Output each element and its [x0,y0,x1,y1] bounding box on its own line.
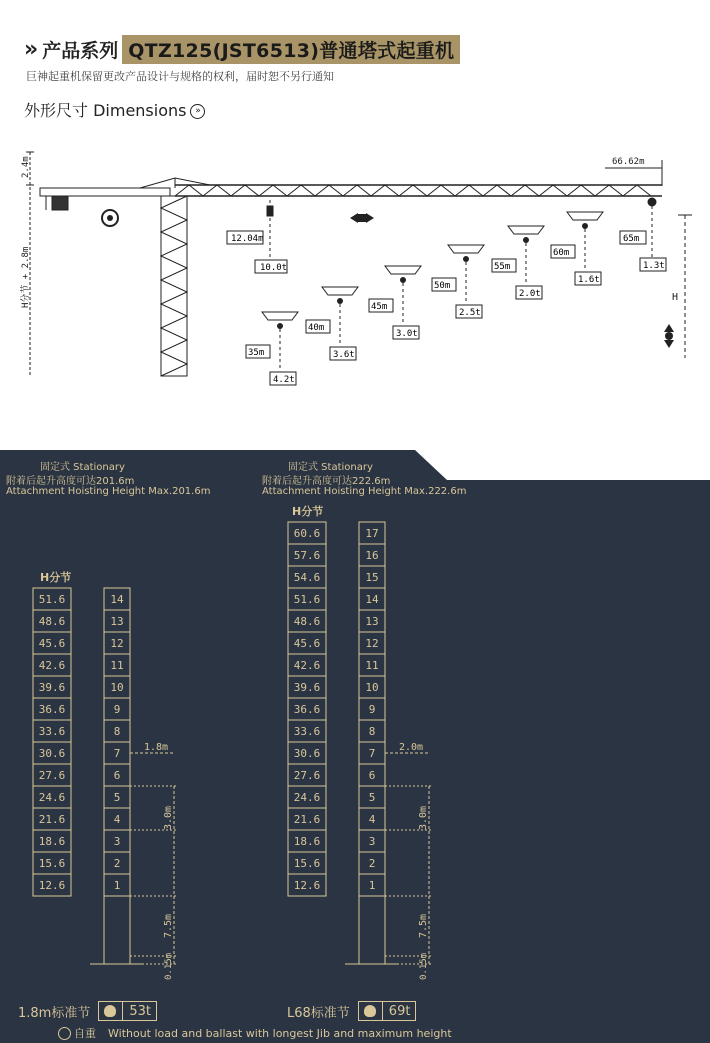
section-number: 4 [368,813,376,826]
trolley-left-arrow [350,213,358,223]
section-width-label: 2.0m [399,742,424,753]
load-label: 2.5t [459,308,481,318]
section-number: 1 [368,879,376,892]
section-height-label: 3.0m [163,805,174,830]
self-weight-label: 自重 [74,1027,96,1040]
configuration-panel [0,450,710,1043]
trolley-right-arrow [366,213,374,223]
section-number: 3 [113,835,121,848]
self-weight-description: Without load and ballast with longest Jib and maximum height [108,1026,452,1040]
section-width-label: 1.8m [144,742,169,753]
crane-diagram [0,130,710,400]
section-number: 10 [365,681,379,694]
height-value: 48.6 [293,615,321,628]
section-number: 12 [110,637,124,650]
series-label: 产品系列 [42,39,119,62]
model-name: QTZ125(JST6513)普通塔式起重机 [122,35,460,64]
section-number: 8 [368,725,376,738]
right-standard-section [287,1001,416,1021]
height-value: 27.6 [293,769,321,782]
section-number: 14 [365,593,379,606]
counter-jib [40,188,170,196]
section-number: 11 [110,659,124,672]
height-value: 12.6 [293,879,321,892]
left-standard-label: 1.8m标准节 [18,1005,91,1021]
right-weight-value: 69t [388,1003,411,1019]
counter-weight [52,196,68,210]
height-value: 39.6 [293,681,321,694]
height-value: 42.6 [293,659,321,672]
height-value: 45.6 [38,637,66,650]
left-attach-cn: 附着后起升高度可达201.6m [6,476,135,487]
section-number: 9 [368,703,376,716]
jib-truss [175,185,651,196]
height-value: 30.6 [38,747,66,760]
height-value: 30.6 [293,747,321,760]
section-number: 13 [365,615,379,628]
header-area [0,0,710,440]
radius-label: 65m [623,234,640,244]
trolley-icon [385,266,421,274]
jib-length-label: 66.62m [612,157,645,167]
weight-icon [104,1005,116,1017]
right-attach-en: Attachment Hoisting Height Max.222.6m [262,486,467,497]
height-value: 57.6 [293,549,321,562]
trolley-icon [508,226,544,234]
height-value: 27.6 [38,769,66,782]
section-number: 16 [365,549,379,562]
right-standard-label: L68标准节 [287,1005,350,1021]
hook-side-label: H [672,292,679,303]
notice-text: 巨神起重机保留更改产品设计与规格的权利，届时恕不另行通知 [26,70,334,83]
trolley-icon [322,287,358,295]
section-number: 6 [113,769,121,782]
height-value: 15.6 [293,857,321,870]
config-diagram [0,450,710,1043]
trolley-icon [448,245,484,253]
section-number: 1 [113,879,121,892]
panel-background [0,450,710,1043]
section-number: 10 [110,681,124,694]
height-value: 33.6 [38,725,66,738]
right-attach-cn: 附着后起升高度可达222.6m [262,476,391,487]
load-label-first: 10.0t [260,263,288,273]
height-value: 51.6 [293,593,321,606]
left-weight-value: 53t [129,1003,151,1019]
weight-icon [364,1005,376,1017]
height-value: 12.6 [38,879,66,892]
chevron-circle-icon: » [190,104,205,119]
section-number: 3 [368,835,376,848]
radius-label: 35m [248,348,265,358]
height-value: 36.6 [293,703,321,716]
self-weight-note [58,1025,452,1041]
hoist-down-arrow [664,340,674,348]
mast-height-label: H分节 + 2.8m [21,246,31,308]
height-value: 18.6 [38,835,66,848]
product-title [24,34,460,64]
height-value: 48.6 [38,615,66,628]
left-attach-en: Attachment Hoisting Height Max.201.6m [6,486,211,497]
radius-label: 40m [308,323,325,333]
mast-truss [161,196,187,376]
load-label: 3.0t [396,329,418,339]
section-number: 9 [113,703,121,716]
section-number: 12 [365,637,379,650]
radius-label: 50m [434,281,451,291]
section-number: 6 [368,769,376,782]
base-height-label: 7.5m [418,913,429,938]
section-number: 2 [368,857,376,870]
right-h-label: H分节 [292,505,324,518]
load-label: 4.2t [273,375,295,385]
section-number: 15 [365,571,379,584]
weight-icon [58,1027,71,1040]
height-value: 51.6 [38,593,66,606]
left-weight-box [98,1001,157,1021]
section-number: 17 [365,527,379,540]
height-value: 54.6 [293,571,321,584]
section-number: 2 [113,857,121,870]
section-height-label: 3.0m [418,805,429,830]
height-value: 18.6 [293,835,321,848]
top-height-label: 2.4m [21,156,31,178]
radius-label: 45m [371,302,388,312]
foot-height-label: 0.15m [419,952,429,980]
height-value: 42.6 [38,659,66,672]
height-value: 36.6 [38,703,66,716]
left-title: 固定式 Stationary [40,462,125,473]
load-label: 1.6t [578,275,600,285]
height-value: 15.6 [38,857,66,870]
height-value: 24.6 [293,791,321,804]
height-value: 60.6 [293,527,321,540]
section-number: 5 [113,791,121,804]
load-label: 2.0t [519,289,541,299]
height-value: 21.6 [293,813,321,826]
height-value: 21.6 [38,813,66,826]
section-number: 4 [113,813,121,826]
base-height-label: 7.5m [163,913,174,938]
height-value: 33.6 [293,725,321,738]
section-number: 5 [368,791,376,804]
radius-label: 55m [494,262,511,272]
foot-height-label: 0.15m [164,952,174,980]
height-value: 24.6 [38,791,66,804]
hoist-up-arrow [664,324,674,332]
right-title: 固定式 Stationary [288,462,373,473]
height-value: 39.6 [38,681,66,694]
section-number: 7 [113,747,121,760]
section-number: 11 [365,659,379,672]
left-h-label: H分节 [40,571,72,584]
section-number: 13 [110,615,124,628]
load-label: 3.6t [333,350,355,360]
dimensions-title-text: 外形尺寸 Dimensions [24,101,187,120]
left-standard-section [18,1001,157,1021]
load-radius-pairs [246,212,666,385]
dimensions-heading [24,98,205,121]
trolley-icon [567,212,603,220]
right-weight-box [358,1001,417,1021]
section-number: 14 [110,593,124,606]
trolley-icon [262,312,298,320]
load-label: 1.3t [643,261,665,271]
height-value: 45.6 [293,637,321,650]
double-chevron-icon: » [24,36,33,62]
section-number: 8 [113,725,121,738]
radius-label: 60m [553,248,570,258]
radius-label-first: 12.04m [231,234,264,244]
section-number: 7 [368,747,376,760]
